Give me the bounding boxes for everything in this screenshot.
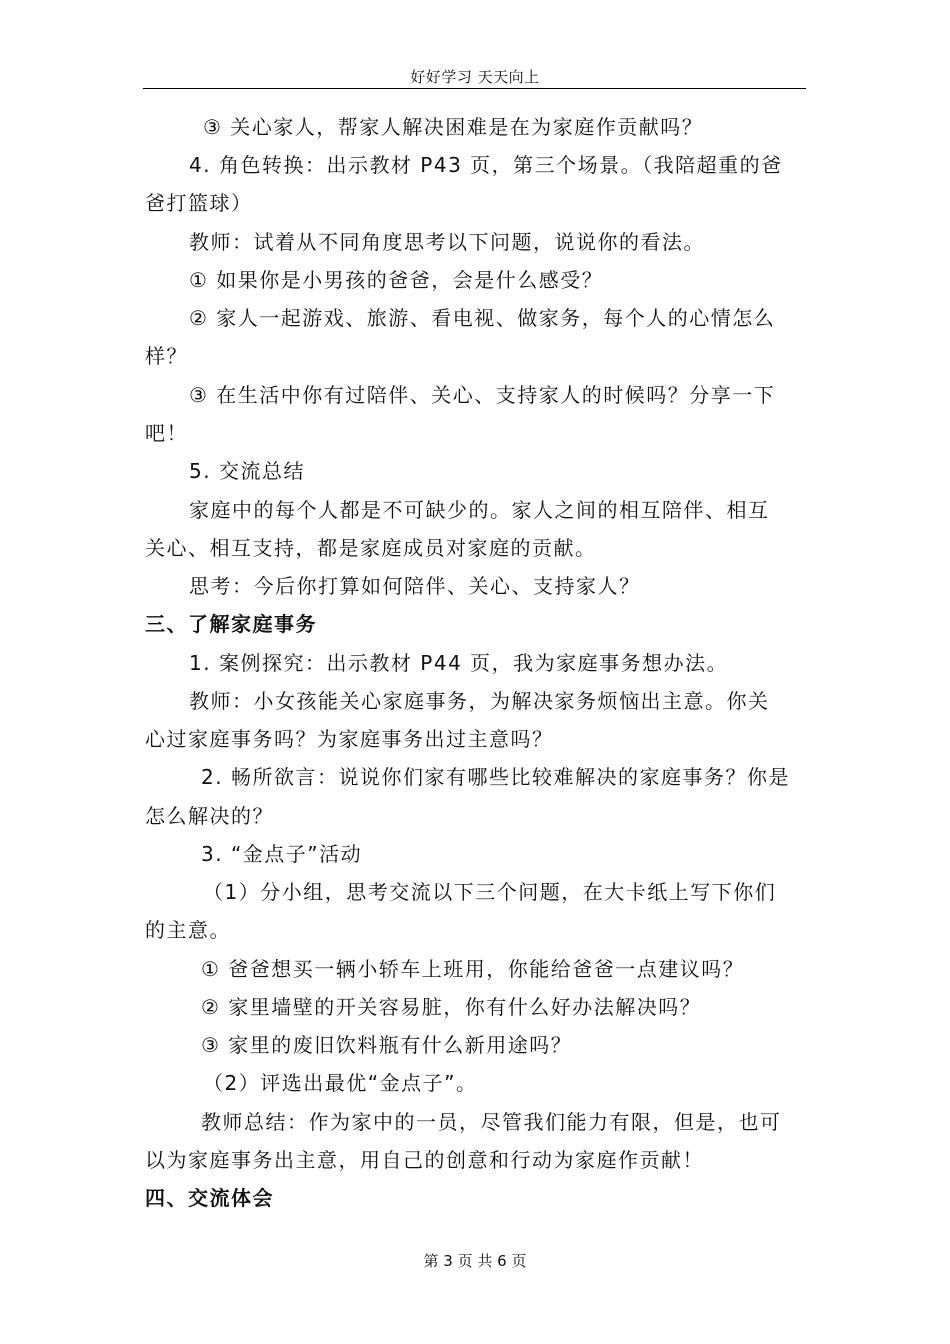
paragraph-line: 2. 畅所欲言：说说你们家有哪些比较难解决的家庭事务？你是: [201, 765, 790, 789]
paragraph-line: ③ 家里的废旧饮料瓶有什么新用途吗？: [201, 1033, 573, 1057]
paragraph-line: 4. 角色转换：出示教材 P43 页，第三个场景。（我陪超重的爸: [189, 153, 783, 177]
paragraph-line: 1. 案例探究：出示教材 P44 页，我为家庭事务想办法。: [189, 651, 729, 675]
paragraph-line: 的主意。: [145, 918, 231, 942]
paragraph-line: 怎么解决的？: [145, 804, 274, 828]
paragraph-line: 心过家庭事务吗？为家庭事务出过主意吗？: [145, 727, 554, 751]
paragraph-line: 家庭中的每个人都是不可缺少的。家人之间的相互陪伴、相互: [189, 498, 770, 522]
paragraph-line: （2）评选出最优“金点子”。: [203, 1071, 478, 1095]
paragraph-line: 以为家庭事务出主意，用自己的创意和行动为家庭作贡献！: [145, 1148, 704, 1172]
paragraph-line: ② 家里墙壁的开关容易脏，你有什么好办法解决吗？: [201, 995, 702, 1019]
paragraph-line: 思考：今后你打算如何陪伴、关心、支持家人？: [189, 574, 641, 598]
section-heading: 三、了解家庭事务: [145, 612, 317, 636]
section-heading: 四、交流体会: [145, 1186, 274, 1210]
paragraph-line: ① 爸爸想买一辆小轿车上班用，你能给爸爸一点建议吗？: [201, 957, 745, 981]
paragraph-line: ③ 关心家人，帮家人解决困难是在为家庭作贡献吗？: [203, 115, 704, 139]
paragraph-line: 样？: [145, 344, 188, 368]
paragraph-line: 5. 交流总结: [189, 459, 305, 483]
paragraph-line: 关心、相互支持，都是家庭成员对家庭的贡献。: [145, 536, 597, 560]
paragraph-line: ② 家人一起游戏、旅游、看电视、做家务，每个人的心情怎么: [189, 306, 776, 330]
paragraph-line: ① 如果你是小男孩的爸爸，会是什么感受？: [189, 268, 604, 292]
paragraph-line: 教师：试着从不同角度思考以下问题，说说你的看法。: [189, 230, 705, 254]
page-number: 第 3 页 共 6 页: [423, 1252, 527, 1270]
header-divider: [143, 88, 806, 89]
paragraph-line: 教师总结：作为家中的一员，尽管我们能力有限，但是，也可: [201, 1110, 782, 1134]
page-header-title: 好好学习 天天向上: [410, 68, 540, 86]
paragraph-line: （1）分小组，思考交流以下三个问题，在大卡纸上写下你们: [203, 880, 777, 904]
paragraph-line: 3. “金点子”活动: [201, 842, 363, 866]
paragraph-line: 吧！: [145, 421, 188, 445]
paragraph-line: ③ 在生活中你有过陪伴、关心、支持家人的时候吗？分享一下: [189, 383, 776, 407]
paragraph-line: 爸打篮球）: [145, 191, 253, 215]
paragraph-line: 教师：小女孩能关心家庭事务，为解决家务烦恼出主意。你关: [189, 689, 770, 713]
